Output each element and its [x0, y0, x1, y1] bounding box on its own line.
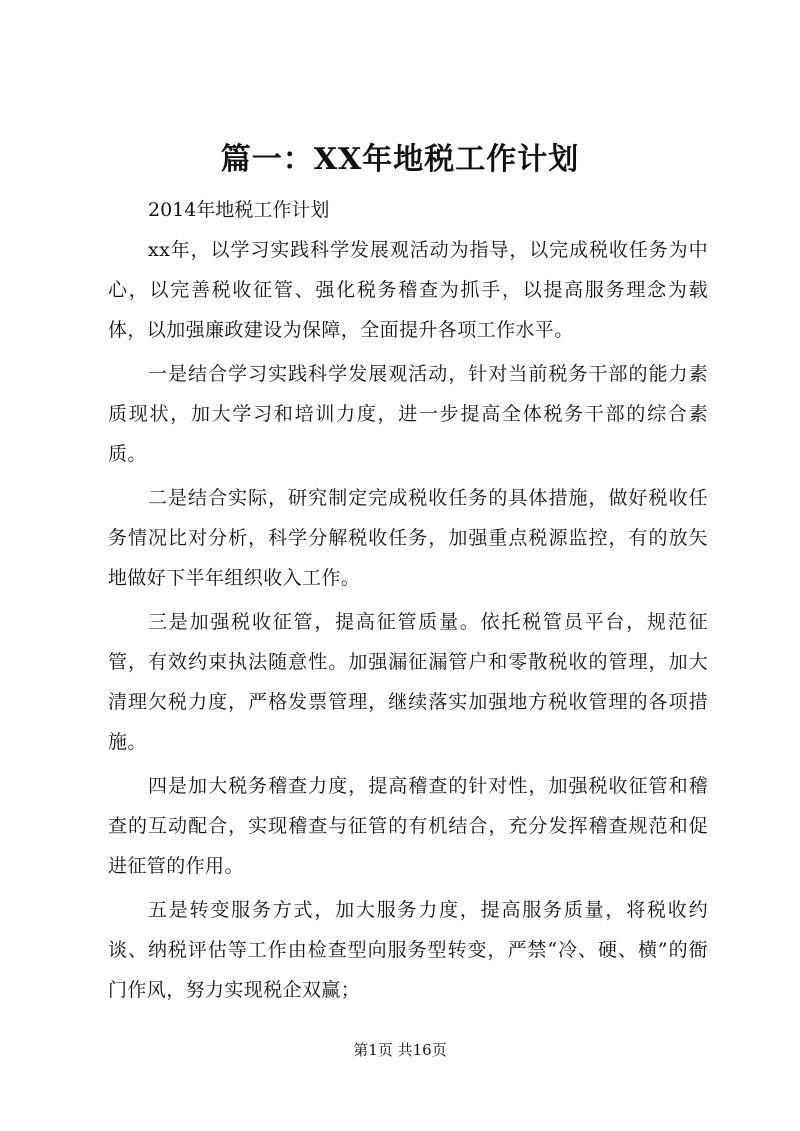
paragraph-item-5: 五是转变服务方式，加大服务力度，提高服务质量，将税收约谈、纳税评估等工作由检查型向服务型转变，严禁“冷、硬、横”的衙门作风，努力实现税企双赢；	[108, 899, 708, 1001]
paragraph-item-3: 三是加强税收征管，提高征管质量。依托税管员平台，规范征管，有效约束执法随意性。加强漏征漏管户和零散税收的管理，加大清理欠税力度，严格发票管理，继续落实加强地方税收管理的各项措施。	[108, 611, 708, 753]
document-subtitle: 2014年地税工作计划	[148, 199, 330, 221]
paragraph-item-4: 四是加大税务稽查力度，提高稽查的针对性，加强税收征管和稽查的互动配合，实现稽查与征管的有机结合，充分发挥稽查规范和促进征管的作用。	[108, 775, 708, 877]
paragraph-item-2: 二是结合实际，研究制定完成税收任务的具体措施，做好税收任务情况比对分析，科学分解税收任务，加强重点税源监控，有的放矢地做好下半年组织收入工作。	[108, 487, 708, 589]
document-title: 篇一：XX年地税工作计划	[220, 142, 580, 177]
paragraph-intro: xx年，以学习实践科学发展观活动为指导，以完成税收任务为中心，以完善税收征管、强化税务稽查为抓手，以提高服务理念为载体，以加强廉政建设为保障，全面提升各项工作水平。	[108, 239, 708, 341]
paragraph-item-1: 一是结合学习实践科学发展观活动，针对当前税务干部的能力素质现状，加大学习和培训力度，进一步提高全体税务干部的综合素质。	[108, 363, 708, 465]
document-body	[108, 190, 708, 1010]
page-number: 第1页 共16页	[353, 1041, 447, 1059]
